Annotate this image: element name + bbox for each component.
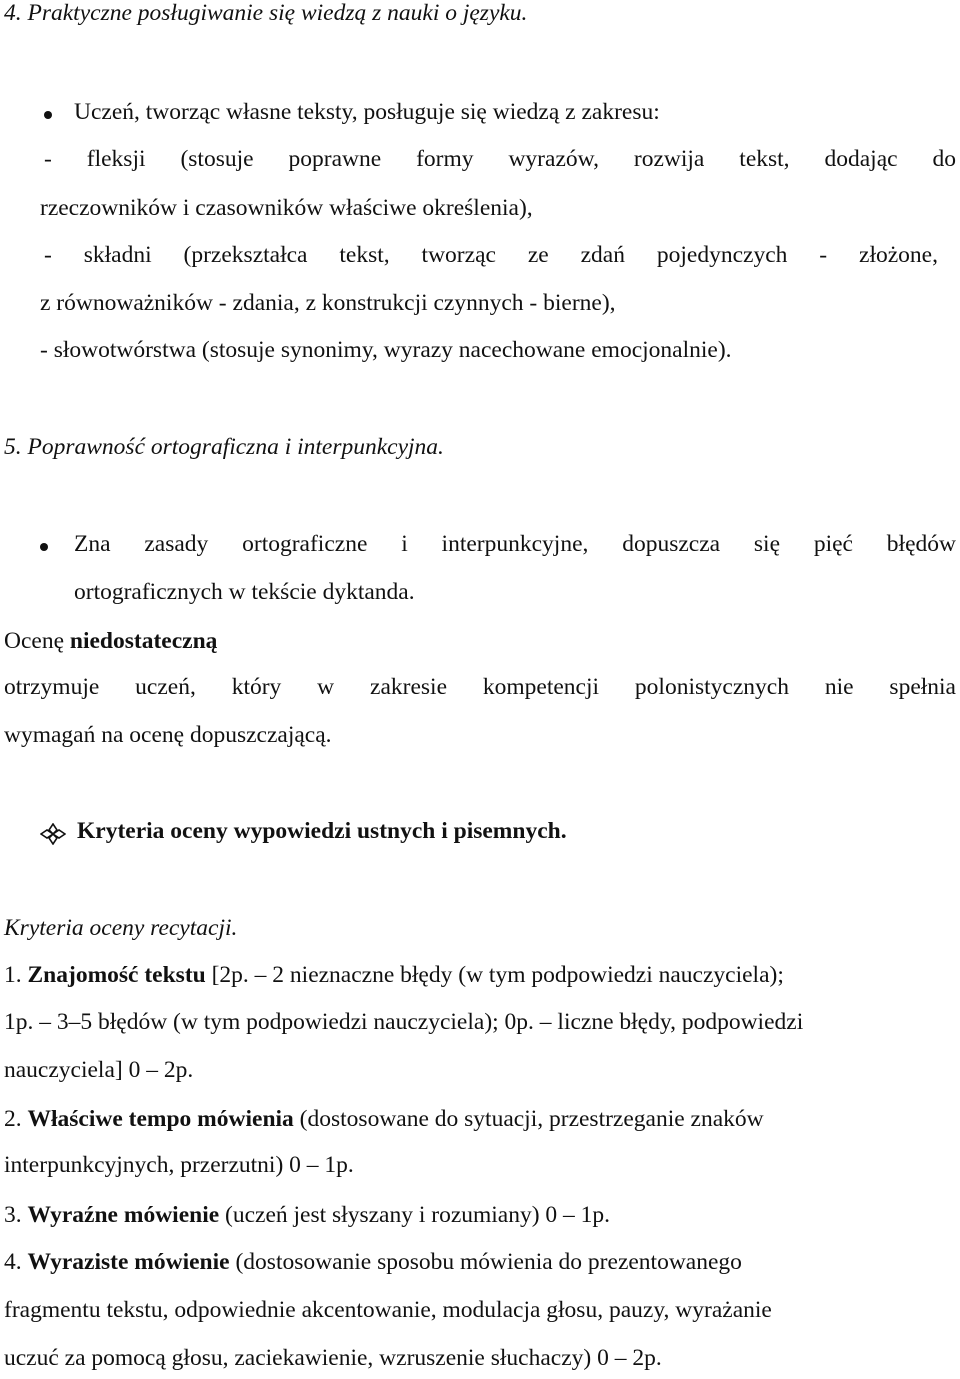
- bullet-icon: [40, 543, 48, 551]
- grade-line: [4, 630, 217, 654]
- grade-name: niedostateczną: [69, 628, 218, 654]
- grade-prefix: Ocenę: [4, 628, 70, 654]
- section-4-heading: 4. Praktyczne posługiwanie się wiedzą z nauki o języku.: [4, 0, 528, 26]
- item-title: Właściwe tempo mówienia: [27, 1106, 294, 1132]
- recitation-heading: Kryteria oceny recytacji.: [4, 915, 238, 941]
- item-title: Wyraźne mówienie: [27, 1202, 220, 1228]
- bullet-icon: [44, 111, 52, 119]
- recitation-item-4-cont: fragmentu tekstu, odpowiednie akcentowanie, modulacja głosu, pauzy, wyrażanie: [4, 1297, 772, 1323]
- item-text: (dostosowane do sytuacji, przestrzeganie znaków: [293, 1106, 764, 1132]
- recitation-item-2: [4, 1108, 764, 1132]
- item-text: [2p. – 2 nieznaczne błędy (w tym podpowiedzi nauczyciela);: [205, 962, 784, 988]
- recitation-item-3: [4, 1204, 610, 1228]
- diamond-bullet-icon: [40, 823, 66, 845]
- fleksja-line: - fleksji (stosuje poprawne formy wyrazów, rozwija tekst, dodając do: [44, 146, 956, 172]
- recitation-item-1-cont: 1p. – 3–5 błędów (w tym podpowiedzi nauczyciela); 0p. – liczne błędy, podpowiedzi: [4, 1009, 804, 1035]
- item-text: (uczeń jest słyszany i rozumiany) 0 – 1p.: [219, 1202, 611, 1228]
- item-title: Znajomość tekstu: [27, 962, 206, 988]
- recitation-item-4: [4, 1251, 742, 1275]
- criteria-heading: Kryteria oceny wypowiedzi ustnych i pisemnych.: [77, 818, 567, 844]
- section-5-bullet-text-cont: ortograficznych w tekście dyktanda.: [74, 579, 415, 605]
- item-number: 3.: [4, 1202, 28, 1228]
- skladnia-line-cont: z równoważników - zdania, z konstrukcji czynnych - bierne),: [40, 290, 616, 316]
- recitation-item-2-cont: interpunkcyjnych, przerzutni) 0 – 1p.: [4, 1152, 354, 1178]
- item-title: Wyraziste mówienie: [27, 1249, 230, 1275]
- section-5-bullet-text: Zna zasady ortograficzne i interpunkcyjne, dopuszcza się pięć błędów: [74, 531, 956, 557]
- recitation-item-1-cont2: nauczyciela] 0 – 2p.: [4, 1057, 194, 1083]
- recitation-item-1: [4, 964, 784, 988]
- section-5-heading: 5. Poprawność ortograficzna i interpunkcyjna.: [4, 434, 444, 460]
- recitation-item-4-cont2: uczuć za pomocą głosu, zaciekawienie, wzruszenie słuchaczy) 0 – 2p.: [4, 1345, 662, 1371]
- item-number: 2.: [4, 1106, 28, 1132]
- section-4-bullet-text: Uczeń, tworząc własne teksty, posługuje się wiedzą z zakresu:: [74, 99, 660, 125]
- item-number: 1.: [4, 962, 28, 988]
- item-number: 4.: [4, 1249, 28, 1275]
- grade-desc-line-cont: wymagań na ocenę dopuszczającą.: [4, 722, 332, 748]
- slowotworstwo-line: - słowotwórstwa (stosuje synonimy, wyrazy nacechowane emocjonalnie).: [40, 337, 732, 363]
- item-text: (dostosowanie sposobu mówienia do prezentowanego: [229, 1249, 742, 1275]
- grade-desc-line: otrzymuje uczeń, który w zakresie kompetencji polonistycznych nie spełnia: [4, 674, 956, 700]
- fleksja-line-cont: rzeczowników i czasowników właściwe określenia),: [40, 195, 533, 221]
- skladnia-line: - składni (przekształca tekst, tworząc ze zdań pojedynczych - złożone,: [44, 242, 938, 268]
